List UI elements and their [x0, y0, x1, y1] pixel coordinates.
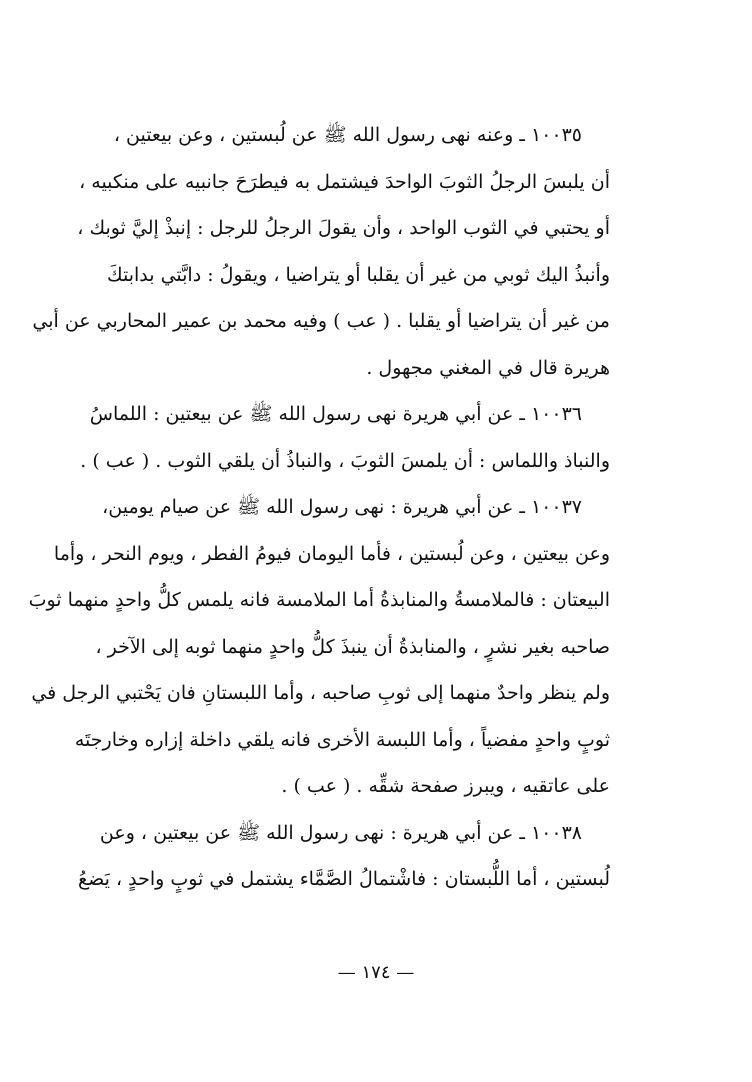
hadith-10035-line-4: وأنبذُ اليك ثوبي من غير أن يقلبا أو يتراضيا ، ويقولُ : دابَّتي بدابتكَ	[106, 263, 610, 286]
hadith-10037-line-4: صاحبه بغير نشرٍ ، والمنابذةُ أن ينبذَ كلُّ واحدٍ منهما ثوبه إلى الآخر ،	[95, 635, 610, 658]
hadith-10037-line-6: ثوبٍ واحدٍ مفضياً ، وأما اللبسة الأخرى فانه يلقي داخلة إزاره وخارجتَه	[74, 728, 610, 751]
hadith-10038-line-2: لُبستين ، أما اللُّبستان : فاشْتمالُ الصَّمَّاء يشتمل في ثوبٍ واحدٍ ، يَضعُ	[78, 868, 610, 890]
hadith-10035-line-2: أن يلبسَ الرجلُ الثوبَ الواحدَ فيشتمل به فيطرَحَ جانبيه على منكبيه ،	[79, 170, 610, 193]
hadith-10037-line-2: وعن بيعتين ، وعن لُبستين ، فأما اليومان فيومُ الفطر ، ويوم النحر ، وأما	[53, 542, 610, 565]
hadith-10037-line-7: على عاتقيه ، ويبرز صفحة شقِّه . ( عب ) .	[281, 775, 610, 797]
hadith-10035-line-6: هريرة قال في المغني مجهول .	[366, 356, 610, 379]
hadith-10036-line-1: ١٠٠٣٦ ـ عن أبي هريرة نهى رسول الله ﷺ عن بيعتين : اللماسُ	[89, 403, 582, 425]
hadith-10035-line-5: من غير أن يتراضيا أو يقلبا . ( عب ) وفيه محمد بن عمير المحاربي عن أبي	[32, 310, 610, 332]
hadith-10035-line-1: ١٠٠٣٥ ـ وعنه نهى رسول الله ﷺ عن لُبستين ، وعن بيعتين ،	[113, 124, 582, 146]
hadith-10035-line-3: أو يحتبي في الثوب الواحد ، وأن يقولَ الرجلُ للرجل : إنبذْ إليَّ ثوبك ،	[77, 217, 610, 239]
hadith-10036-line-2: والنباذ واللماس : أن يلمسَ الثوبَ ، والنباذُ أن يلقي الثوب . ( عب ) .	[80, 449, 610, 472]
hadith-10038-line-1: ١٠٠٣٨ ـ عن أبي هريرة : نهى رسول الله ﷺ عن بيعتين ، وعن	[99, 821, 582, 844]
hadith-10037-line-1: ١٠٠٣٧ ـ عن أبي هريرة : نهى رسول الله ﷺ عن صيام يومين،	[102, 496, 582, 518]
hadith-10037-line-5: ولم ينظر واحدٌ منهما إلى ثوبِ صاحبه ، وأما اللبستانِ فان يَحْتبي الرجل في	[31, 682, 610, 704]
page-number: — ١٧٤ —	[337, 962, 415, 983]
hadith-10037-line-3: البيعتان : فالملامسةُ والمنابذةُ أما الملامسة فانه يلمس كلُّ واحدٍ منهما ثوبَ	[28, 589, 610, 611]
hadith-text-block	[28, 112, 610, 903]
